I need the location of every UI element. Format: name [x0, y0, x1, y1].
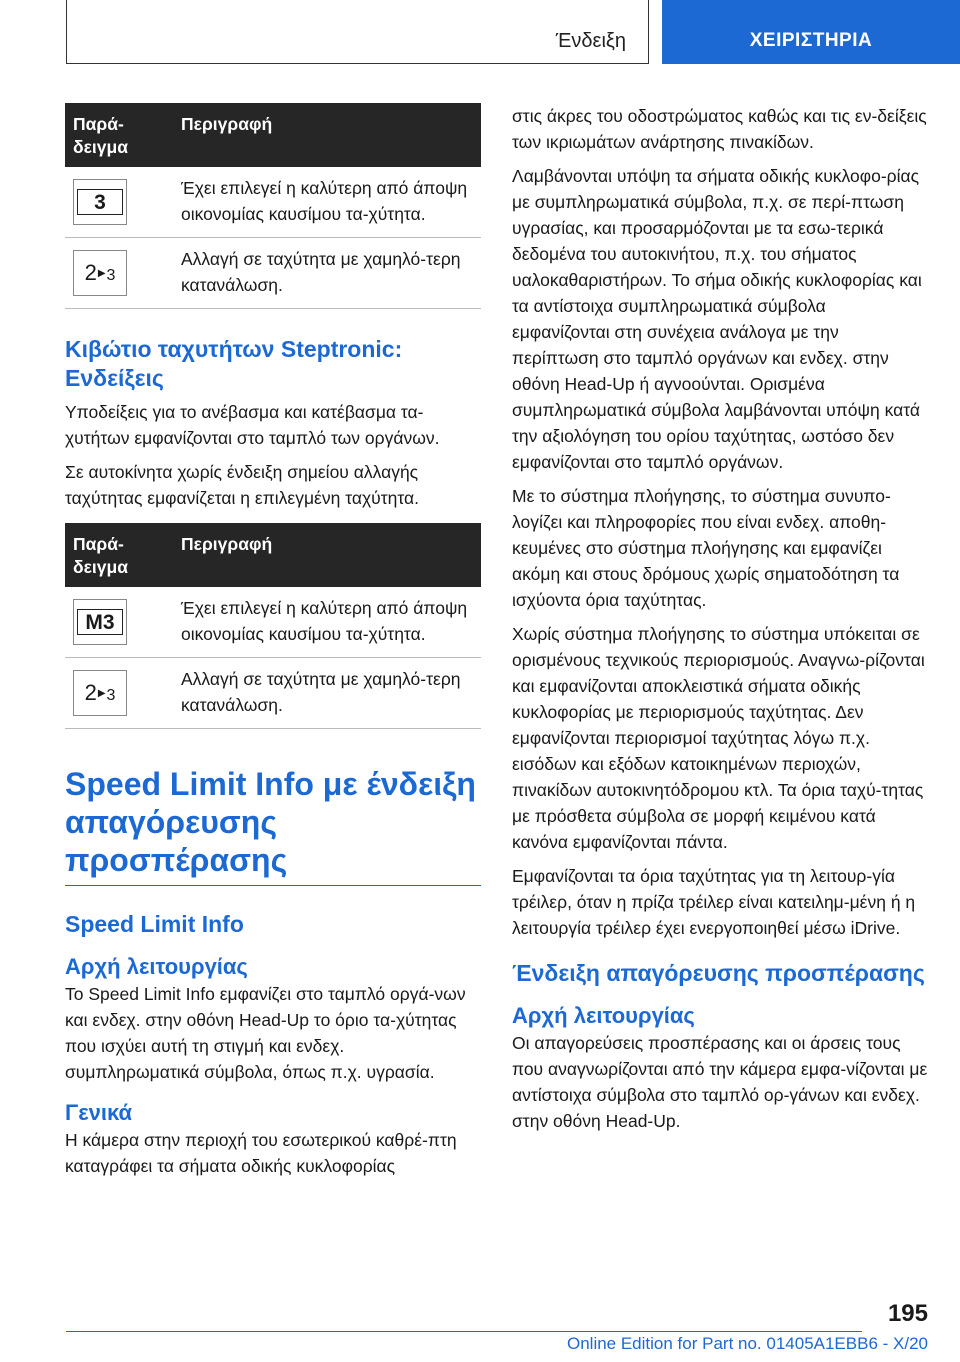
- header-example: Παρά- δειγμα: [73, 114, 128, 157]
- row-description: Αλλαγή σε ταχύτητα με χαμηλό-τερη κατανάλωση.: [181, 249, 461, 295]
- header-description: Περιγραφή: [181, 114, 273, 134]
- steptronic-heading: Κιβώτιο ταχυτήτων Steptronic: Ενδείξεις: [65, 336, 403, 391]
- gear-shift-icon: [73, 250, 127, 296]
- general-paragraph: Η κάμερα στην περιοχή του εσωτερικού καθρέ-πτη καταγράφει τα σήματα οδικής κυκλοφορίας: [65, 1130, 457, 1176]
- header-chapter-label: ΧΕΙΡΙΣΤΗΡΙΑ: [749, 30, 873, 51]
- gear-to: 3: [106, 687, 116, 704]
- table-row: [65, 658, 481, 729]
- gear-symbol: M3: [77, 609, 123, 635]
- gear-table-1: [65, 103, 481, 309]
- table-header: [65, 523, 481, 587]
- manual-gear-indicator-icon: [73, 599, 127, 645]
- right-column: [512, 103, 928, 1142]
- steptronic-paragraph-1: Υποδείξεις για το ανέβασμα και κατέβασμα τα-χυτήτων εμφανίζονται στο ταμπλό των οργάνων.: [65, 402, 440, 448]
- principle-heading: Αρχή λειτουργίας: [65, 954, 248, 979]
- row-description: Έχει επιλεγεί η καλύτερη από άποψη οικονομίας καυσίμου τα-χύτητα.: [181, 178, 468, 224]
- right-paragraph-3: Με το σύστημα πλοήγησης, το σύστημα συνυπο-λογίζει και πληροφορίες που είναι ενδεχ. αποθη-κευμένες στο σύστημα πλοήγησης και εμφανίζει ακόμη και στους δρόμους χωρίς σηματοδότηση τα ισχύοντα όρια ταχύτητας.: [512, 486, 900, 610]
- general-heading: Γενικά: [65, 1100, 133, 1125]
- row-description: Αλλαγή σε ταχύτητα με χαμηλό-τερη κατανάλωση.: [181, 669, 461, 715]
- footer-edition: Online Edition for Part no. 01405A1EBB6 - X/20: [566, 1334, 928, 1353]
- row-description: Έχει επιλεγεί η καλύτερη από άποψη οικονομίας καυσίμου τα-χύτητα.: [181, 598, 468, 644]
- gear-to: 3: [106, 267, 116, 284]
- right-paragraph-1: στις άκρες του οδοστρώματος καθώς και τις εν-δείξεις των ικριωμάτων ανάρτησης πινακίδων.: [512, 106, 927, 152]
- page-number: 195: [887, 1300, 928, 1327]
- gear-from: 2: [84, 680, 97, 705]
- main-section-heading: Speed Limit Info με ένδειξη απαγόρευσης προσπέρασης: [65, 765, 481, 886]
- header-section-title: Ένδειξη: [555, 30, 626, 52]
- no-passing-principle-heading: Αρχή λειτουργίας: [512, 1003, 695, 1028]
- gear-table-2: [65, 523, 481, 729]
- table-row: [65, 587, 481, 658]
- right-paragraph-4: Χωρίς σύστημα πλοήγησης το σύστημα υπόκειται σε ορισμένους τεχνικούς περιορισμούς. Αναγνω-ρίζονται και εμφανίζονται αποκλειστικά σήματα οδικής κυκλοφορίας με περιορισμούς ταχύτητας. Δεν εμφανίζονται περιορισμοί ταχύτητας λόγω π.χ. εισόδων και εξόδων κατοικημένων περιοχών, πινακίδων αυτοκινητόδρομου κτλ. Τα όρια ταχύ-τητας με πρόσθετα σύμβολα σε μορφή κειμένου κατά κανόνα εμφανίζονται πάντα.: [512, 624, 925, 852]
- header-section-box: [66, 0, 649, 64]
- header-description: Περιγραφή: [181, 534, 273, 554]
- right-paragraph-5: Εμφανίζονται τα όρια ταχύτητας για τη λειτουρ-γία τρέιλερ, όταν η πρίζα τρέιλερ είναι κατειλημ-μένη ή η λειτουργία τρέιλερ έχει ενεργοποιηθεί μέσω iDrive.: [512, 866, 916, 938]
- arrow-right-icon: ▶: [97, 687, 106, 699]
- steptronic-paragraph-2: Σε αυτοκίνητα χωρίς ένδειξη σημείου αλλαγής ταχύτητας εμφανίζεται η επιλεγμένη ταχύτητα.: [65, 462, 420, 508]
- speed-limit-info-heading: Speed Limit Info: [65, 911, 244, 937]
- gear-shift-icon: [73, 670, 127, 716]
- table-header: [65, 103, 481, 167]
- principle-paragraph: Το Speed Limit Info εμφανίζει στο ταμπλό οργά-νων και ενδεχ. στην οθόνη Head-Up το όριο τα-χύτητας που ισχύει αυτή τη στιγμή και ενδεχ. συμπληρωματικά σύμβολα, όπως π.χ. υγρασία.: [65, 984, 466, 1082]
- left-column: [65, 103, 481, 1187]
- header-chapter-tab: [662, 0, 960, 64]
- gear-symbol: 3: [77, 189, 123, 215]
- gear-indicator-icon: [73, 179, 127, 225]
- footer-divider: [66, 1331, 862, 1332]
- right-paragraph-2: Λαμβάνονται υπόψη τα σήματα οδικής κυκλοφο-ρίας με συμπληρωματικά σύμβολα, π.χ. σε περί-πτωση υγρασίας, και προσαρμόζονται με τα εσω-τερικά δεδομένα του αυτοκινήτου, π.χ. του σήματος υαλοκαθαριστήρων. Το σήμα οδικής κυκλοφορίας και τα αντίστοιχα συμπληρωματικά σύμβολα εμφανίζονται στη συνέχεια ανάλογα με την περίπτωση στο ταμπλό οργάνων και ενδεχ. στην οθόνη Head-Up ή αγνοούνται. Ορισμένα συμπληρωματικά σύμβολα λαμβάνονται υπόψη κατά την αξιολόγηση του ορίου ταχύτητας, ωστόσο δεν εμφανίζονται στο ταμπλό οργάνων.: [512, 166, 922, 472]
- gear-from: 2: [84, 260, 97, 285]
- no-passing-paragraph: Οι απαγορεύσεις προσπέρασης και οι άρσεις τους που αναγνωρίζονται από την κάμερα εμφα-νίζονται με αντίστοιχα σύμβολα στο ταμπλό ορ-γάνων και ενδεχ. στην οθόνη Head-Up.: [512, 1033, 928, 1131]
- header-example: Παρά- δειγμα: [73, 534, 128, 577]
- table-row: [65, 238, 481, 309]
- arrow-right-icon: ▶: [97, 267, 106, 279]
- no-passing-heading: Ένδειξη απαγόρευσης προσπέρασης: [512, 960, 925, 986]
- table-row: [65, 167, 481, 238]
